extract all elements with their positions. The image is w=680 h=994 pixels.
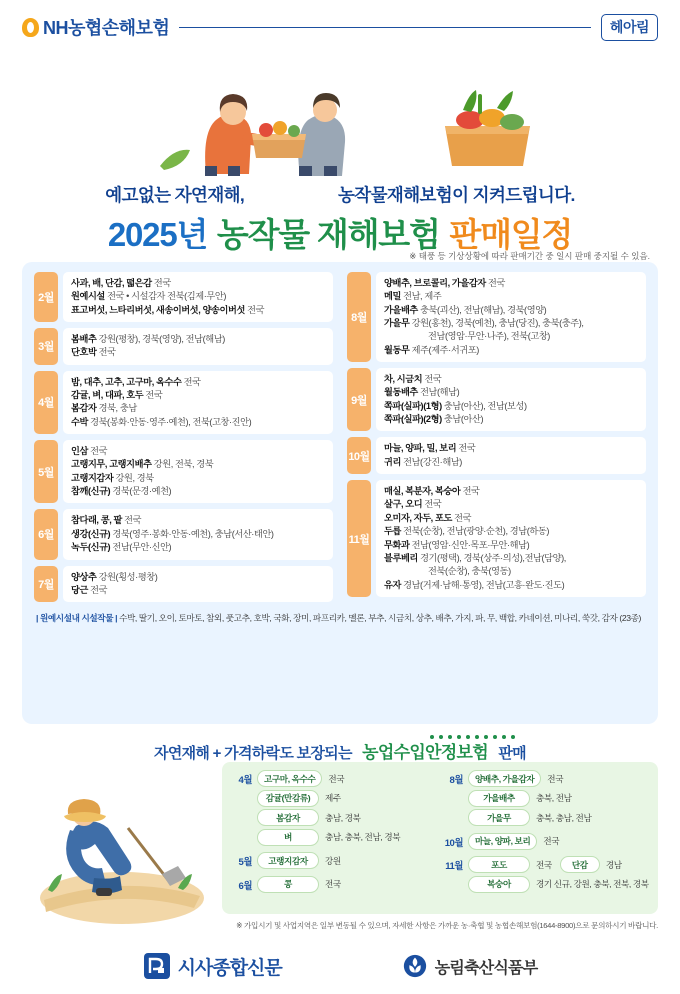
month-label: 4월 xyxy=(238,775,252,786)
crop-region: 전국 xyxy=(458,443,476,454)
income-row xyxy=(232,852,433,872)
crop-name: 쪽파(실파)(1형) xyxy=(384,400,442,411)
schedule-row xyxy=(34,509,333,559)
month-badge: 11월 xyxy=(347,480,371,597)
crop-region: 전남, 제주 xyxy=(403,291,442,302)
month-badge: 4월 xyxy=(34,371,58,434)
farmer-illustration xyxy=(18,770,218,930)
hero-title xyxy=(0,209,680,256)
month-crops xyxy=(63,371,333,434)
crop-region: 전국 xyxy=(124,515,142,526)
nh-logo-text: NH농협손해보험 xyxy=(43,18,170,38)
crop-name: 블루베리 xyxy=(384,552,418,563)
month-label: 6월 xyxy=(238,880,252,892)
schedule-row xyxy=(347,272,646,362)
month-crops xyxy=(376,368,646,431)
month-badge: 2월 xyxy=(34,272,58,322)
crop-name: 월동무 xyxy=(384,344,410,355)
crop-name: 참다래, 콩, 팥 xyxy=(71,515,122,526)
decor-dots xyxy=(430,735,515,739)
crop-name: 감귤, 벼, 대파, 호두 xyxy=(71,390,144,401)
crop-region: 강원, 전북, 경북 xyxy=(153,459,214,470)
income-title-suffix: 판매 xyxy=(498,745,526,762)
crop-region: 전국 xyxy=(90,446,108,457)
crop-name: 무화과 xyxy=(384,539,410,550)
crop-chip: 벼 xyxy=(257,829,319,846)
crop-region: 전국 xyxy=(98,347,116,358)
crop-region: 경기(평택), 경북(상주·의성),전남(담양), xyxy=(420,552,566,563)
hero-subtitle: 예고없는 자연재해, 농작물재해보험이 지켜드립니다. xyxy=(105,185,575,205)
crop-region: 전북(순창), 전남(광양·순천), 경남(하동) xyxy=(403,526,549,537)
month-label: 11월 xyxy=(445,861,463,872)
month-badge: 3월 xyxy=(34,328,58,365)
month-crops xyxy=(63,440,333,503)
crop-region: 전국 xyxy=(454,512,472,523)
crop-name: 두릅 xyxy=(384,526,401,537)
crop-region: 경남(거제·남해·통영), 전남(고흥·완도·진도) xyxy=(403,579,565,590)
crop-chip: 복숭아 xyxy=(468,876,530,893)
crop-region: 전국 xyxy=(424,374,442,385)
crop-region: 충남, 경북 xyxy=(325,812,361,823)
crop-name: 월동배추 xyxy=(384,387,418,398)
crop-name: 봄감자 xyxy=(71,403,97,414)
schedule-left-column xyxy=(34,272,333,608)
crop-chip: 봄감자 xyxy=(257,809,319,826)
income-disclaimer: ※ 가입시기 및 사업지역은 일부 변동될 수 있으며, 자세한 사항은 가까운 농·축협 및 농협손해보험(1644-8900)으로 문의하시기 바랍니다. xyxy=(236,921,658,930)
greenhouse-footnote: | 원예시설내 시설작물 | 수박, 딸기, 오이, 토마토, 참외, 풋고추, 호박, 국화, 장미, 파프리카, 멜론, 부추, 시금치, 상추, 배추, 가지, 파, 무, 백합, 카네이션, 미나리, 쑥갓, 감자 (23종) xyxy=(36,613,642,624)
crop-region: 경북(영주·봉화·안동·예천), 충남(서산·태안) xyxy=(112,528,274,539)
crop-name: 수박 xyxy=(71,416,88,427)
month-crops xyxy=(63,328,333,365)
crop-name: 메밀 xyxy=(384,291,401,302)
nh-logo xyxy=(22,14,169,40)
footnote-text: 수박, 딸기, 오이, 토마토, 참외, 풋고추, 호박, 국화, 장미, 파프리카, 멜론, 부추, 시금치, 상추, 배추, 가지, 파, 무, 백합, 카네이션, 미나리, 쑥갓, 감자 (23종) xyxy=(119,613,642,624)
ministry-name: 농림축산식품부 xyxy=(434,959,538,977)
schedule-row xyxy=(34,272,333,322)
month-badge: 7월 xyxy=(34,566,58,603)
crop-region: 강원 xyxy=(325,855,341,866)
crop-region: 제주(제주·서귀포) xyxy=(411,344,479,355)
income-title-green: 농업수입안정보험 xyxy=(362,743,488,762)
press-name: 시사종합신문 xyxy=(177,957,282,979)
crop-name: 가을배추 xyxy=(384,304,418,315)
crop-region: 제주 xyxy=(325,793,341,803)
crop-name: 살구, 오디 xyxy=(384,499,423,510)
crop-name: 양상추 xyxy=(71,571,97,582)
income-row xyxy=(443,770,648,829)
crop-name: 매실, 복분자, 복숭아 xyxy=(384,486,461,497)
month-label: 8월 xyxy=(449,775,463,786)
crop-name: 귀리 xyxy=(384,456,401,467)
income-insurance-table xyxy=(222,762,658,914)
crop-region-cont: 전북(순창), 충북(영동) xyxy=(428,566,511,577)
crop-region: 전국 xyxy=(424,499,442,510)
ministry-logo xyxy=(402,953,538,979)
month-label: 5월 xyxy=(238,857,252,868)
schedule-row xyxy=(347,480,646,597)
crop-region: 전국 xyxy=(153,278,171,288)
crop-chip: 감귤(만감류) xyxy=(257,790,319,807)
crop-name: 당근 xyxy=(71,584,88,595)
crop-region: 경북(봉화·안동·영주·예천), 전북(고창·진안) xyxy=(90,416,252,427)
month-badge: 6월 xyxy=(34,509,58,559)
schedule-row xyxy=(34,328,333,365)
hero-section xyxy=(0,54,680,261)
income-title-prefix: 자연재해 + 가격하락도 보장되는 xyxy=(154,745,352,762)
crop-region: 전국 xyxy=(547,773,564,784)
crop-region: 전국 xyxy=(90,584,108,595)
crop-name: 고랭지감자 xyxy=(71,472,114,483)
crop-region: 전국 • 시설감자 전북(김제·무안) xyxy=(107,291,227,302)
hearim-badge: 헤아림 xyxy=(601,14,658,41)
crop-name: 유자 xyxy=(384,579,401,590)
crop-name: 참깨(신규) xyxy=(71,486,111,497)
crop-region: 전남(해남) xyxy=(420,387,460,398)
crop-name: 오미자, 자두, 포도 xyxy=(384,512,452,523)
month-label: 10월 xyxy=(444,837,463,849)
crop-name: 원예시설 xyxy=(71,291,105,302)
crop-name: 단호박 xyxy=(71,347,97,358)
crop-name: 봄배추 xyxy=(71,334,97,345)
crop-region-cont: 전남(영암·무안·나주), 전북(고창) xyxy=(428,331,550,342)
crop-chip: 양배추, 가을감자 xyxy=(468,770,541,787)
crop-region: 강원, 경북 xyxy=(115,472,154,483)
government-emblem-icon xyxy=(402,953,428,979)
crop-chip: 콩 xyxy=(257,876,319,893)
income-left-column xyxy=(232,770,433,906)
crop-region: 충남, 충북, 전남, 경북 xyxy=(325,832,401,842)
month-crops xyxy=(376,480,646,597)
schedule-row xyxy=(347,368,646,431)
crop-region: 경북, 충남 xyxy=(98,403,137,414)
crop-region: 전국 xyxy=(247,304,265,315)
crop-region: 경남 xyxy=(605,859,622,870)
page-header xyxy=(0,0,680,54)
crop-region: 충남(아산) xyxy=(443,414,484,425)
crop-chip: 가을무 xyxy=(468,809,530,826)
hero-title-main: 농작물 재해보험 xyxy=(216,216,440,253)
month-crops xyxy=(376,272,646,362)
crop-region: 전남(강진·해남) xyxy=(403,456,462,467)
crop-name: 표고버섯, 느타리버섯, 새송이버섯, 양송이버섯 xyxy=(71,304,245,315)
footnote-label: 원예시설내 시설작물 xyxy=(40,613,114,624)
schedule-row xyxy=(34,440,333,503)
crop-region: 경기 신규, 강원, 충북, 전북, 경북 xyxy=(536,879,649,889)
crop-name: 밤, 대추, 고추, 고구마, 옥수수 xyxy=(71,376,182,387)
crop-region: 전남(무안·신안) xyxy=(112,542,172,553)
crop-region: 전국 xyxy=(183,376,201,387)
crop-name: 생강(신규) xyxy=(71,528,111,539)
press-logo xyxy=(143,952,282,980)
crop-chip: 마늘, 양파, 보리 xyxy=(468,833,537,850)
nh-sprout-icon xyxy=(22,18,39,37)
crop-region: 충북, 전남 xyxy=(536,793,572,803)
income-row xyxy=(443,856,648,895)
crop-name: 쪽파(실파)(2형) xyxy=(384,414,442,425)
month-badge: 8월 xyxy=(347,272,371,362)
crop-region: 강원(홍천), 경북(예천), 충남(당진), 충북(충주), xyxy=(411,318,584,329)
crop-region: 전국 xyxy=(328,773,345,784)
press-logo-icon xyxy=(143,952,171,980)
crop-region: 강원(횡성·평창) xyxy=(98,571,158,582)
month-crops xyxy=(376,437,646,474)
crop-name: 차, 시금치 xyxy=(384,374,423,385)
month-badge: 5월 xyxy=(34,440,58,503)
crop-chip: 가을배추 xyxy=(468,790,530,807)
income-row xyxy=(232,770,433,848)
crop-region: 전국 xyxy=(543,836,560,846)
month-crops xyxy=(63,509,333,559)
income-row xyxy=(443,833,648,853)
schedule-row xyxy=(34,371,333,434)
crop-region: 전국 xyxy=(488,278,505,288)
crop-region: 전국 xyxy=(325,879,341,889)
crop-name: 고랭지무, 고랭지배추 xyxy=(71,459,152,470)
crop-chip: 포도 xyxy=(468,856,530,873)
month-crops xyxy=(63,272,333,322)
month-crops xyxy=(63,566,333,603)
crop-chip: 고구마, 옥수수 xyxy=(257,770,322,787)
income-insurance-title xyxy=(0,738,680,763)
crop-region: 전남(영암·신안·목포·무안·해남) xyxy=(411,539,530,550)
header-divider xyxy=(179,27,591,28)
crop-region: 전국 xyxy=(145,390,163,401)
crop-name: 마늘, 양파, 밀, 보리 xyxy=(384,443,457,454)
income-row xyxy=(232,876,433,896)
schedule-row xyxy=(34,566,333,603)
schedule-row xyxy=(347,437,646,474)
crop-name: 녹두(신규) xyxy=(71,542,111,553)
hero-title-year: 2025년 xyxy=(107,216,208,253)
crop-name: 가을무 xyxy=(384,318,410,329)
crop-name: 사과, 배, 단감, 떫은감 xyxy=(71,278,152,288)
crop-name: 양배추, 브로콜리, 가을감자 xyxy=(384,278,486,288)
crop-region: 강원(평창), 경북(영양), 전남(해남) xyxy=(98,334,225,345)
month-badge: 10월 xyxy=(347,437,371,474)
crop-region: 충남(아산), 전남(보성) xyxy=(443,400,527,411)
hero-note: ※ 태풍 등 기상상황에 따라 판매기간 중 일시 판매 중지될 수 있음. xyxy=(409,251,650,261)
page-footer xyxy=(0,952,680,980)
crop-name: 인삼 xyxy=(71,446,88,457)
crop-region: 충북(괴산), 전남(해남), 경북(영양) xyxy=(420,304,547,315)
crop-region: 경북(문경·예천) xyxy=(112,486,172,497)
schedule-right-column xyxy=(347,272,646,608)
farmers-illustration xyxy=(0,54,680,179)
crop-region: 충북, 충남, 전남 xyxy=(536,812,592,823)
crop-region: 전국 xyxy=(536,859,552,870)
schedule-panel xyxy=(22,262,658,724)
crop-chip: 단감 xyxy=(560,856,600,873)
crop-region: 전국 xyxy=(462,486,480,497)
hero-title-tail: 판매일정 xyxy=(449,216,573,253)
income-right-column xyxy=(443,770,648,906)
crop-chip: 고랭지감자 xyxy=(257,852,319,869)
month-badge: 9월 xyxy=(347,368,371,431)
